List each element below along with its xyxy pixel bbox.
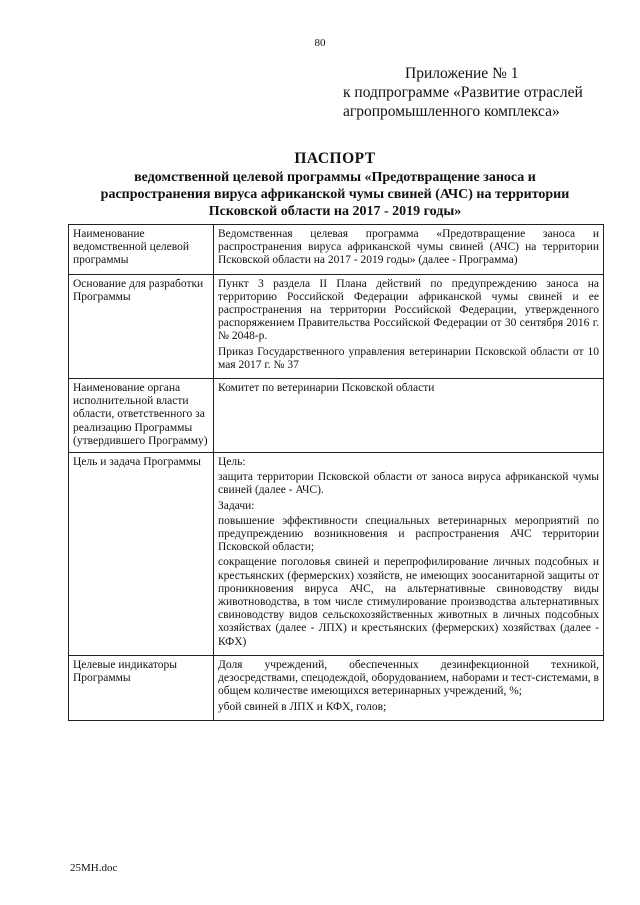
row-content	[214, 274, 604, 378]
appendix-subprogram: к подпрограмме «Развитие отраслей	[343, 84, 583, 101]
content-paragraph: Цель:	[218, 456, 246, 469]
row-label: Основание для разработки Программы	[69, 274, 214, 378]
table-row	[69, 655, 604, 720]
content-paragraph: Доля учреждений, обеспеченных дезинфекционной техникой, дезосредствами, спецодеждой, оборудованием, наборами и тест-системами, в общем количестве имеющихся ветеринарных учреждений, %;	[218, 658, 599, 698]
appendix-header	[343, 64, 583, 121]
appendix-number: Приложение № 1	[405, 65, 519, 82]
content-paragraph: Комитет по ветеринарии Псковской области	[218, 382, 435, 395]
content-paragraph: защита территории Псковской области от заноса вируса африканской чумы свиней (далее - АЧС).	[218, 471, 599, 497]
appendix-subprogram-cont: агропромышленного комплекса»	[343, 103, 560, 120]
row-label: Наименование органа исполнительной власти области, ответственного за реализацию Программы (утвердившего Программу)	[69, 379, 214, 453]
page-number: 80	[314, 37, 326, 49]
content-paragraph: повышение эффективности специальных ветеринарных мероприятий по предупреждению возникновения и распространения АЧС территории Псковской области;	[218, 514, 599, 554]
row-content	[214, 453, 604, 656]
file-name: 25МН.doc	[70, 862, 118, 874]
content-paragraph: Приказ Государственного управления ветеринарии Псковской области от 10 мая 2017 г. № 37	[218, 345, 599, 371]
row-content	[214, 655, 604, 720]
table-row	[69, 453, 604, 656]
row-label: Целевые индикаторы Программы	[69, 655, 214, 720]
table-row	[69, 379, 604, 453]
content-paragraph: убой свиней в ЛПХ и КФХ, голов;	[218, 700, 387, 713]
title-line-3: Псковской области на 2017 - 2019 годы»	[208, 204, 462, 219]
title-line-2: распространения вируса африканской чумы свиней (АЧС) на территории	[100, 187, 570, 202]
document-title	[70, 149, 600, 220]
content-paragraph: Пункт 3 раздела II Плана действий по предупреждению заноса на территорию Российской Федерации африканской чумы свиней и ее распространения на территории Российской Федерации, утвержденного распоряжением Правительства Российской Федерации от 30 сентября 2016 г. № 2048-р.	[218, 277, 599, 343]
content-paragraph: Ведомственная целевая программа «Предотвращение заноса и распространения вируса африканской чумы свиней (АЧС) на территории Псковской области на 2017 - 2019 годы» (далее - Программа)	[218, 228, 599, 267]
table-row	[69, 274, 604, 378]
title-word: ПАСПОРТ	[294, 150, 376, 167]
title-line-1: ведомственной целевой программы «Предотвращение заноса и	[134, 170, 536, 185]
passport-table	[68, 224, 604, 721]
content-paragraph: Задачи:	[218, 499, 255, 512]
row-content	[214, 225, 604, 275]
row-content	[214, 379, 604, 453]
row-label: Наименование ведомственной целевой программы	[69, 225, 214, 275]
content-paragraph: сокращение поголовья свиней и перепрофилирование личных подсобных и крестьянских (фермерских) хозяйств, не имеющих зоосанитарной защиты от проникновения вируса АЧС, на альтернативные свиноводству виды животноводства, в том числе стимулирование производства альтернативных свиноводству видов сельскохозяйственных животных в личных подсобных хозяйствах (далее - ЛПХ) и крестьянских (фермерских) хозяйствах (далее - КФХ)	[218, 556, 599, 648]
row-label: Цель и задача Программы	[69, 453, 214, 656]
table-row	[69, 225, 604, 275]
